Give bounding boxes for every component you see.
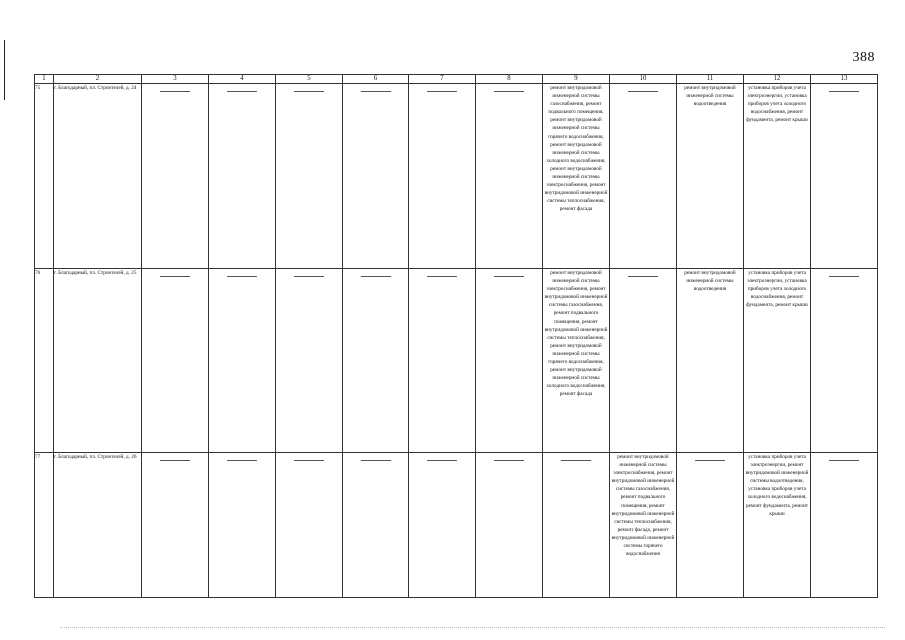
dash-mark [227,276,257,277]
row-address: г. Благодарный, пл. Строителей, д. 24 [54,84,142,269]
dash-mark [361,460,391,461]
dash-mark [227,460,257,461]
dash-mark [160,276,190,277]
empty-cell [409,269,476,453]
dash-mark [294,91,324,92]
page-number: 388 [852,50,875,65]
repair-works-cell: установка приборов учета электроэнергии, установка приборов учета холодного водоснабжения, ремонт фундамента, ремонт крыши [744,269,811,453]
repair-works-cell: ремонт внутридомовой инженерной системы водоотведения [677,269,744,453]
empty-cell [409,453,476,598]
column-number: 12 [744,75,811,84]
row-address: г. Благодарный, пл. Строителей, д. 25 [54,269,142,453]
scan-left-edge [4,40,5,100]
column-number: 2 [54,75,142,84]
dash-mark [294,460,324,461]
scan-artifact-line [60,627,885,631]
dash-mark [160,460,190,461]
dash-mark [160,91,190,92]
empty-cell [811,453,878,598]
dash-mark [361,276,391,277]
empty-cell [209,269,276,453]
dash-mark [829,460,859,461]
dash-mark [829,276,859,277]
column-number: 11 [677,75,744,84]
row-number: 76 [35,269,54,453]
dash-mark [227,91,257,92]
column-number-row [35,75,878,84]
empty-cell [343,269,409,453]
column-number: 4 [209,75,276,84]
column-number: 3 [142,75,209,84]
column-number: 6 [343,75,409,84]
row-number: 75 [35,84,54,269]
dash-mark [561,460,591,461]
empty-cell [142,269,209,453]
dash-mark [494,91,524,92]
empty-cell [476,84,543,269]
column-number: 5 [276,75,343,84]
empty-cell [811,269,878,453]
dash-mark [427,460,457,461]
repair-works-cell: ремонт внутридомовой инженерной системы газоснабжения, ремонт подвального помещения, ремонт внутридомовой инженерной системы горячего водоснабжения, ремонт внутридомовой инженерной системы холодного водоснабжения, ремонт внутридомовой инженерной системы электроснабжения, ремонт внутридомовой инженерной системы теплоснабжения, ремонт фасада [543,84,610,269]
empty-cell [610,269,677,453]
column-number: 10 [610,75,677,84]
dash-mark [427,91,457,92]
column-number: 9 [543,75,610,84]
empty-cell [476,269,543,453]
dash-mark [427,276,457,277]
repair-works-cell: ремонт внутридомовой инженерной системы электроснабжения, ремонт внутридомовой инженерной системы газоснабжения, ремонт подвального помещения, ремонт внутридомовой инженерной системы теплоснабжения, ремонт внутридомовой инженерной системы горячего водоснабжения, ремонт внутридомовой инженерной системы холодного водоснабжения, ремонт фасада [543,269,610,453]
column-number: 13 [811,75,878,84]
empty-cell [209,84,276,269]
empty-cell [142,453,209,598]
empty-cell [677,453,744,598]
empty-cell [610,84,677,269]
empty-cell [276,269,343,453]
dash-mark [494,460,524,461]
empty-cell [343,453,409,598]
row-address: г. Благодарный, пл. Строителей, д. 26 [54,453,142,598]
dash-mark [361,91,391,92]
repair-works-cell: установка приборов учета электроэнергии, установка приборов учета холодного водоснабжения, ремонт фундамента, ремонт крыши [744,84,811,269]
empty-cell [343,84,409,269]
column-number: 8 [476,75,543,84]
empty-cell [209,453,276,598]
empty-cell [476,453,543,598]
dash-mark [628,91,658,92]
empty-cell [811,84,878,269]
empty-cell [142,84,209,269]
repair-works-cell: ремонт внутридомовой инженерной системы электроснабжения, ремонт внутридомовой инженерной системы газоснабжения, ремонт подвального помещения, ремонт внутридомовой инженерной системы теплоснабжения, ремонт фасада, ремонт внутридомовой инженерной системы горячего водоснабжения [610,453,677,598]
table-row [35,453,878,598]
dash-mark [695,460,725,461]
column-number: 1 [35,75,54,84]
capital-repair-table [34,74,878,598]
column-number: 7 [409,75,476,84]
repair-works-cell: ремонт внутридомовой инженерной системы водоотведения [677,84,744,269]
empty-cell [276,453,343,598]
dash-mark [294,276,324,277]
empty-cell [409,84,476,269]
table-row [35,269,878,453]
row-number: 77 [35,453,54,598]
dash-mark [628,276,658,277]
dash-mark [494,276,524,277]
table-row [35,84,878,269]
empty-cell [543,453,610,598]
dash-mark [829,91,859,92]
repair-works-cell: установка приборов учета электроэнергии, ремонт внутридомовой инженерной системы водоотведения, установка приборов учета холодного водоснабжения, ремонт фундамента, ремонт крыши [744,453,811,598]
empty-cell [276,84,343,269]
